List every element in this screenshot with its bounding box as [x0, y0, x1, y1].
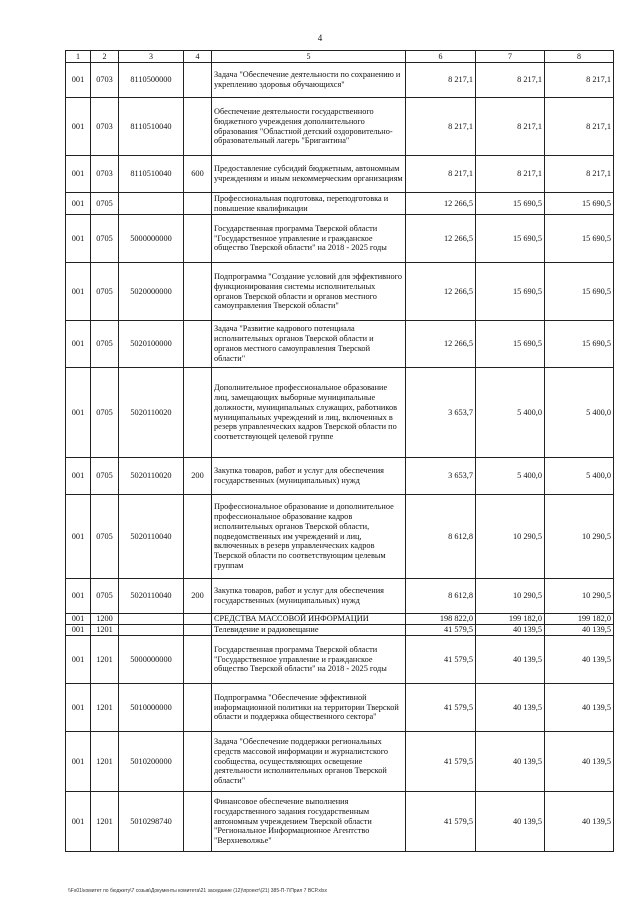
- table-row: [66, 263, 614, 321]
- cell-amount-2024: 10 290,5: [476, 495, 545, 579]
- cell-section-code: 0705: [91, 458, 119, 495]
- cell-section-code: 0705: [91, 579, 119, 614]
- cell-section-code: 0705: [91, 368, 119, 458]
- cell-amount-2025: 15 690,5: [545, 193, 614, 215]
- cell-amount-2023: 41 579,5: [406, 625, 476, 636]
- cell-amount-2025: 8 217,1: [545, 98, 614, 156]
- table-row: [66, 215, 614, 263]
- cell-amount-2024: 8 217,1: [476, 98, 545, 156]
- cell-admin-code: 001: [66, 625, 91, 636]
- column-header-1: 1: [66, 51, 91, 63]
- cell-description: Обеспечение деятельности государственного бюджетного учреждения дополнительного образования "Областной детский оздоровительно-образовательный лагерь "Бригантина": [212, 98, 406, 156]
- cell-description: Подпрограмма "Обеспечение эффективной информационной политики на территории Тверской области и поддержка общественного сектора": [212, 684, 406, 732]
- cell-section-code: 1201: [91, 636, 119, 684]
- cell-expense-type: [184, 614, 212, 625]
- cell-section-code: 0703: [91, 156, 119, 193]
- cell-expense-type: [184, 321, 212, 368]
- cell-description: Предоставление субсидий бюджетным, автономным учреждениям и иным некоммерческим организациям: [212, 156, 406, 193]
- cell-amount-2025: 8 217,1: [545, 63, 614, 98]
- cell-target-article: [119, 625, 184, 636]
- cell-target-article: 8110510040: [119, 98, 184, 156]
- cell-amount-2024: 8 217,1: [476, 156, 545, 193]
- cell-description: Закупка товаров, работ и услуг для обеспечения государственных (муниципальных) нужд: [212, 579, 406, 614]
- cell-amount-2023: 12 266,5: [406, 215, 476, 263]
- cell-target-article: 8110510040: [119, 156, 184, 193]
- cell-amount-2025: 10 290,5: [545, 579, 614, 614]
- cell-amount-2023: 41 579,5: [406, 684, 476, 732]
- cell-amount-2025: 40 139,5: [545, 732, 614, 792]
- cell-expense-type: [184, 792, 212, 852]
- column-header-4: 4: [184, 51, 212, 63]
- cell-amount-2025: 8 217,1: [545, 156, 614, 193]
- cell-expense-type: [184, 495, 212, 579]
- cell-expense-type: [184, 684, 212, 732]
- cell-expense-type: [184, 98, 212, 156]
- cell-amount-2025: 5 400,0: [545, 368, 614, 458]
- cell-amount-2023: 198 822,0: [406, 614, 476, 625]
- cell-admin-code: 001: [66, 98, 91, 156]
- cell-amount-2024: 40 139,5: [476, 636, 545, 684]
- cell-target-article: 5020100000: [119, 321, 184, 368]
- cell-amount-2024: 15 690,5: [476, 193, 545, 215]
- cell-target-article: 5010200000: [119, 732, 184, 792]
- cell-amount-2024: 40 139,5: [476, 792, 545, 852]
- cell-target-article: 5000000000: [119, 636, 184, 684]
- cell-amount-2024: 199 182,0: [476, 614, 545, 625]
- page-number: 4: [317, 33, 323, 43]
- cell-section-code: 1201: [91, 625, 119, 636]
- column-header-3: 3: [119, 51, 184, 63]
- cell-expense-type: [184, 625, 212, 636]
- cell-section-code: 0705: [91, 215, 119, 263]
- cell-target-article: 5020000000: [119, 263, 184, 321]
- cell-expense-type: [184, 193, 212, 215]
- cell-target-article: 5010298740: [119, 792, 184, 852]
- table-body: [66, 63, 614, 852]
- cell-expense-type: [184, 215, 212, 263]
- cell-amount-2025: 5 400,0: [545, 458, 614, 495]
- cell-amount-2025: 10 290,5: [545, 495, 614, 579]
- cell-admin-code: 001: [66, 636, 91, 684]
- cell-amount-2023: 8 612,8: [406, 579, 476, 614]
- cell-amount-2025: 199 182,0: [545, 614, 614, 625]
- column-header-5: 5: [212, 51, 406, 63]
- cell-expense-type: 200: [184, 458, 212, 495]
- cell-expense-type: [184, 63, 212, 98]
- cell-amount-2023: 8 217,1: [406, 156, 476, 193]
- table-row: [66, 732, 614, 792]
- cell-section-code: 1201: [91, 732, 119, 792]
- table-row: [66, 625, 614, 636]
- cell-expense-type: 600: [184, 156, 212, 193]
- cell-description: Задача "Обеспечение поддержки региональных средств массовой информации и журналистского сообщества, осуществляющих освещение деятельности исполнительных органов Тверской области": [212, 732, 406, 792]
- column-header-7: 7: [476, 51, 545, 63]
- table-row: [66, 193, 614, 215]
- cell-description: Государственная программа Тверской области "Государственное управление и гражданское общество Тверской области" на 2018 - 2025 годы: [212, 215, 406, 263]
- cell-amount-2024: 10 290,5: [476, 579, 545, 614]
- cell-description: Профессиональное образование и дополнительное профессиональное образование кадров исполнительных органов Тверской области, подведомственных им учреждений и лиц, включенных в резерв управленческих кадров Тверской области по соответствующим целевым группам: [212, 495, 406, 579]
- cell-section-code: 0703: [91, 63, 119, 98]
- cell-section-code: 0705: [91, 321, 119, 368]
- cell-amount-2024: 8 217,1: [476, 63, 545, 98]
- cell-expense-type: [184, 636, 212, 684]
- table-row: [66, 684, 614, 732]
- column-header-2: 2: [91, 51, 119, 63]
- cell-description: Подпрограмма "Создание условий для эффективного функционирования системы исполнительных органов Тверской области и органов местного самоуправления Тверской области": [212, 263, 406, 321]
- cell-description: Телевидение и радиовещание: [212, 625, 406, 636]
- cell-admin-code: 001: [66, 193, 91, 215]
- cell-section-code: 0705: [91, 263, 119, 321]
- cell-description: Дополнительное профессиональное образование лиц, замещающих выборные муниципальные должности, муниципальных служащих, работников муниципальных учреждений и лиц, включенных в резерв управленческих кадров Тверской области по соответствующей целевой группе: [212, 368, 406, 458]
- cell-target-article: 5000000000: [119, 215, 184, 263]
- cell-amount-2023: 8 217,1: [406, 98, 476, 156]
- cell-admin-code: 001: [66, 579, 91, 614]
- cell-section-code: 0705: [91, 193, 119, 215]
- table-row: [66, 156, 614, 193]
- cell-target-article: 5020110040: [119, 495, 184, 579]
- cell-section-code: 0703: [91, 98, 119, 156]
- cell-expense-type: [184, 368, 212, 458]
- table-row: [66, 98, 614, 156]
- cell-description: Задача "Развитие кадрового потенциала исполнительных органов Тверской области и органов местного самоуправления Тверской области": [212, 321, 406, 368]
- cell-admin-code: 001: [66, 732, 91, 792]
- cell-amount-2024: 15 690,5: [476, 321, 545, 368]
- cell-target-article: [119, 193, 184, 215]
- cell-amount-2023: 41 579,5: [406, 732, 476, 792]
- cell-admin-code: 001: [66, 215, 91, 263]
- table-row: [66, 63, 614, 98]
- table-row: [66, 614, 614, 625]
- cell-amount-2025: 15 690,5: [545, 321, 614, 368]
- cell-amount-2024: 40 139,5: [476, 684, 545, 732]
- cell-amount-2025: 40 139,5: [545, 684, 614, 732]
- cell-amount-2023: 41 579,5: [406, 792, 476, 852]
- cell-admin-code: 001: [66, 458, 91, 495]
- cell-amount-2023: 12 266,5: [406, 193, 476, 215]
- cell-section-code: 1200: [91, 614, 119, 625]
- cell-target-article: 5010000000: [119, 684, 184, 732]
- cell-description: Государственная программа Тверской области "Государственное управление и гражданское общество Тверской области" на 2018 - 2025 годы: [212, 636, 406, 684]
- cell-target-article: [119, 614, 184, 625]
- table-row: [66, 458, 614, 495]
- cell-description: Профессиональная подготовка, переподготовка и повышение квалификации: [212, 193, 406, 215]
- table-row: [66, 321, 614, 368]
- cell-section-code: 1201: [91, 684, 119, 732]
- column-header-6: 6: [406, 51, 476, 63]
- cell-amount-2023: 3 653,7: [406, 458, 476, 495]
- cell-admin-code: 001: [66, 495, 91, 579]
- cell-expense-type: [184, 732, 212, 792]
- cell-amount-2023: 12 266,5: [406, 321, 476, 368]
- cell-amount-2025: 40 139,5: [545, 625, 614, 636]
- cell-admin-code: 001: [66, 368, 91, 458]
- cell-description: Финансовое обеспечение выполнения государственного задания государственным автономным учреждением Тверской области "Региональное Информационное Агентство "Верхневолжье": [212, 792, 406, 852]
- cell-amount-2024: 5 400,0: [476, 458, 545, 495]
- table-row: [66, 636, 614, 684]
- cell-amount-2025: 40 139,5: [545, 792, 614, 852]
- cell-amount-2023: 8 217,1: [406, 63, 476, 98]
- column-header-8: 8: [545, 51, 614, 63]
- cell-amount-2025: 15 690,5: [545, 215, 614, 263]
- cell-admin-code: 001: [66, 63, 91, 98]
- cell-amount-2024: 15 690,5: [476, 215, 545, 263]
- cell-admin-code: 001: [66, 321, 91, 368]
- cell-admin-code: 001: [66, 614, 91, 625]
- cell-amount-2023: 3 653,7: [406, 368, 476, 458]
- cell-expense-type: 200: [184, 579, 212, 614]
- table-row: [66, 792, 614, 852]
- cell-amount-2023: 41 579,5: [406, 636, 476, 684]
- budget-table: [65, 50, 614, 852]
- cell-section-code: 0705: [91, 495, 119, 579]
- table-row: [66, 495, 614, 579]
- cell-target-article: 5020110020: [119, 368, 184, 458]
- cell-amount-2024: 40 139,5: [476, 732, 545, 792]
- footer-file-path: \\Fs01\комитет по бюджету\7 созыв\Документы комитета\21 заседание (12)\проект\(21) 385-П-7\Прил 7 ВСР.xlsx: [68, 888, 328, 894]
- cell-amount-2024: 15 690,5: [476, 263, 545, 321]
- cell-description: Задача "Обеспечение деятельности по сохранению и укреплению здоровья обучающихся": [212, 63, 406, 98]
- cell-amount-2025: 40 139,5: [545, 636, 614, 684]
- cell-admin-code: 001: [66, 792, 91, 852]
- cell-target-article: 8110500000: [119, 63, 184, 98]
- cell-admin-code: 001: [66, 684, 91, 732]
- cell-description: Закупка товаров, работ и услуг для обеспечения государственных (муниципальных) нужд: [212, 458, 406, 495]
- cell-section-code: 1201: [91, 792, 119, 852]
- cell-description: СРЕДСТВА МАССОВОЙ ИНФОРМАЦИИ: [212, 614, 406, 625]
- cell-admin-code: 001: [66, 156, 91, 193]
- cell-amount-2024: 5 400,0: [476, 368, 545, 458]
- cell-amount-2023: 12 266,5: [406, 263, 476, 321]
- cell-target-article: 5020110020: [119, 458, 184, 495]
- cell-amount-2024: 40 139,5: [476, 625, 545, 636]
- cell-amount-2023: 8 612,8: [406, 495, 476, 579]
- cell-expense-type: [184, 263, 212, 321]
- cell-admin-code: 001: [66, 263, 91, 321]
- cell-amount-2025: 15 690,5: [545, 263, 614, 321]
- cell-target-article: 5020110040: [119, 579, 184, 614]
- table-row: [66, 368, 614, 458]
- header-row: [66, 51, 614, 63]
- table-row: [66, 579, 614, 614]
